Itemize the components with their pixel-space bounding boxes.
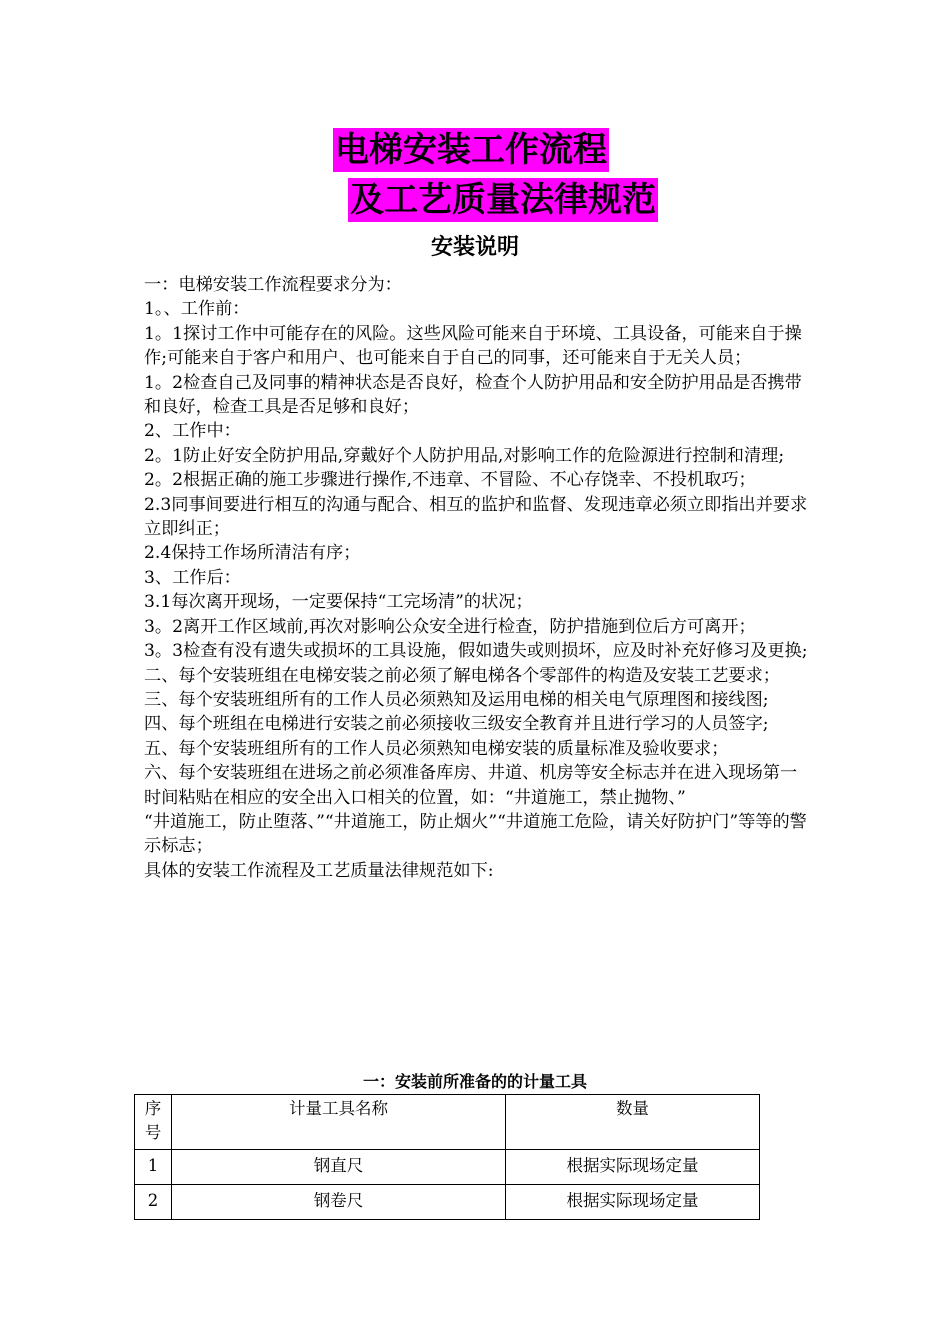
document-body (144, 273, 810, 883)
paragraph: 3。3检查有没有遗失或损坏的工具设施，假如遗失或则损坏，应及时补充好修习及更换; (144, 641, 808, 662)
table-row (135, 1150, 760, 1185)
table-row (135, 1185, 760, 1220)
paragraph: 3.1每次离开现场，一定要保持“工完场清”的状况； (144, 592, 533, 613)
paragraph: 五、每个安装班组所有的工作人员必须熟知电梯安装的质量标准及验收要求； (144, 738, 729, 759)
table-title: 一：安装前所准备的的计量工具 (362, 1072, 587, 1091)
paragraph: 1。1探讨工作中可能存在的风险。这些风险可能来自于环境、工具设备，可能来自于操作;可能来自于客户和用户、也可能来自于自己的同事，还可能来自于无关人员； (144, 323, 802, 369)
paragraph: 2.3同事间要进行相互的沟通与配合、相互的监护和监督、发现违章必须立即指出并要求立即纠正； (144, 494, 808, 540)
paragraph: 2。1防止好安全防护用品,穿戴好个人防护用品,对影响工作的危险源进行控制和清理; (144, 445, 785, 466)
paragraph: 2、工作中： (144, 421, 241, 442)
section-subtitle: 安装说明 (430, 235, 519, 260)
header-cell-index: 序号 (135, 1095, 172, 1150)
paragraph: “井道施工，防止堕落、”“井道施工，防止烟火”“井道施工危险，请关好防护门”等等的警示标志； (144, 811, 807, 857)
paragraph: 具体的安装工作流程及工艺质量法律规范如下: (144, 860, 494, 881)
paragraph: 一：电梯安装工作流程要求分为： (144, 275, 402, 295)
table-header-row (135, 1095, 760, 1150)
measuring-tools-table (134, 1094, 760, 1220)
paragraph: 2.4保持工作场所清洁有序； (144, 543, 361, 564)
document-title-line-1: 电梯安装工作流程 (335, 130, 607, 170)
paragraph: 3。2离开工作区域前,再次对影响公众安全进行检查，防护措施到位后方可离开； (144, 616, 756, 637)
paragraph: 1。2检查自己及同事的精神状态是否良好，检查个人防护用品和安全防护用品是否携带和良好，检查工具是否足够和良好； (144, 372, 802, 418)
paragraph: 3、工作后： (144, 567, 241, 588)
paragraph: 二、每个安装班组在电梯安装之前必须了解电梯各个零部件的构造及安装工艺要求； (144, 665, 780, 686)
paragraph: 2。2根据正确的施工步骤进行操作,不违章、不冒险、不心存饶幸、不投机取巧； (144, 470, 756, 491)
header-cell-quantity: 数量 (506, 1095, 760, 1150)
document-title-line-2: 及工艺质量法律规范 (350, 180, 656, 220)
table-cell-index: 1 (135, 1150, 172, 1185)
table-cell-quantity: 根据实际现场定量 (506, 1185, 760, 1220)
table-cell-index: 2 (135, 1185, 172, 1220)
paragraph: 1。、工作前： (144, 299, 250, 320)
table-cell-tool-name: 钢卷尺 (172, 1185, 506, 1220)
paragraph: 六、每个安装班组在进场之前必须准备库房、井道、机房等安全标志并在进入现场第一时间粘贴在相应的安全出入口相关的位置，如：“井道施工，禁止抛物、” (144, 763, 798, 808)
table-cell-tool-name: 钢直尺 (172, 1150, 506, 1185)
paragraph: 三、每个安装班组所有的工作人员必须熟知及运用电梯的相关电气原理图和接线图; (144, 689, 769, 710)
table-cell-quantity: 根据实际现场定量 (506, 1150, 760, 1185)
header-cell-tool-name: 计量工具名称 (172, 1095, 506, 1150)
paragraph: 四、每个班组在电梯进行安装之前必须接收三级安全教育并且进行学习的人员签字; (144, 714, 769, 735)
